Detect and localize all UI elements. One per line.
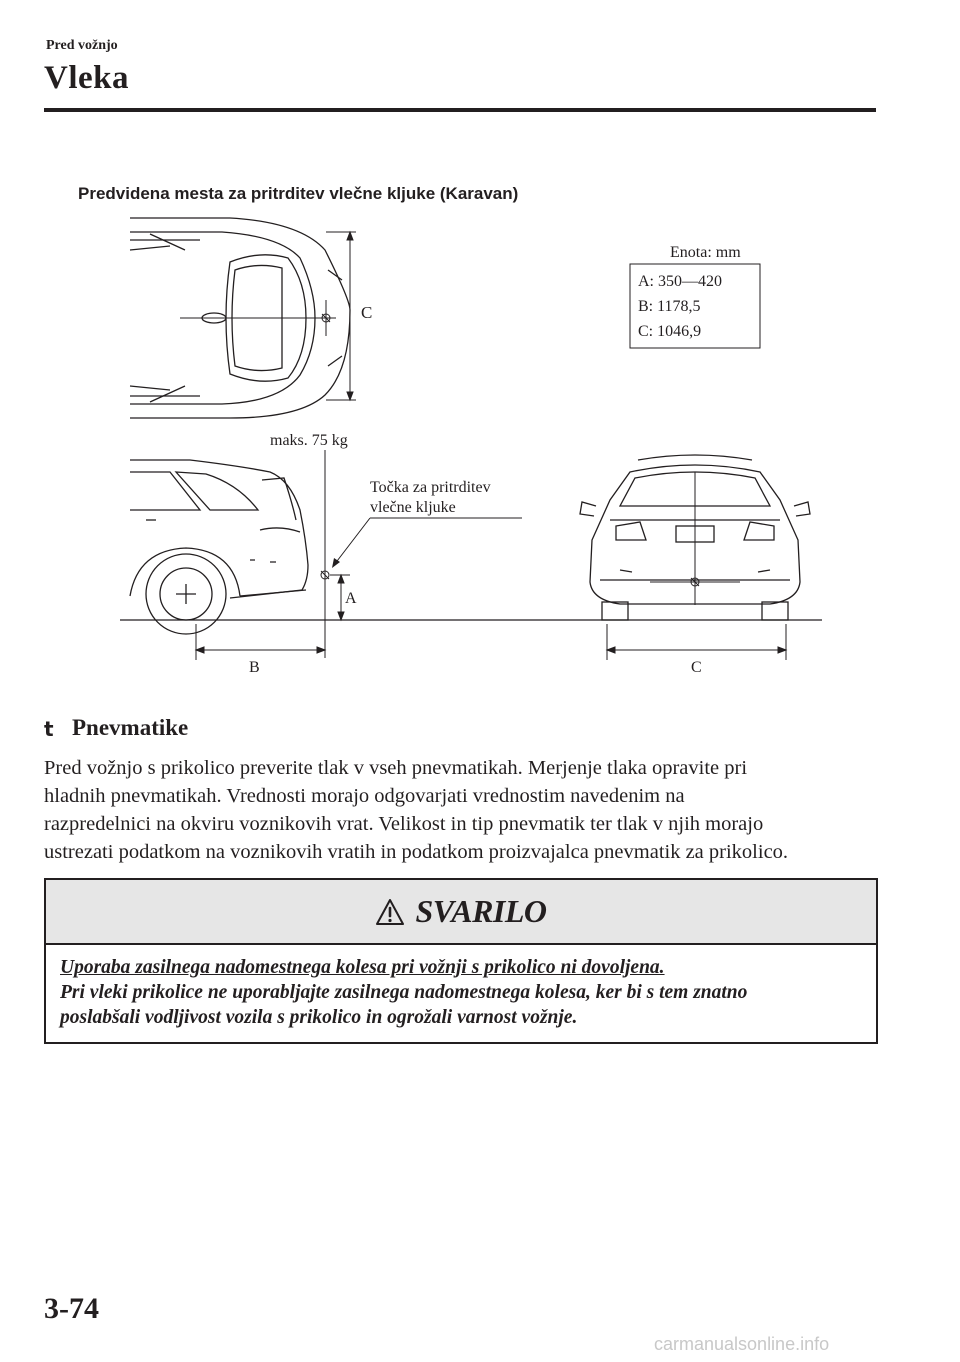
warning-box xyxy=(44,878,878,1044)
warning-triangle-icon xyxy=(375,898,405,926)
tires-paragraph xyxy=(44,754,894,866)
dimension-b-value: B: 1178,5 xyxy=(638,298,701,315)
dimension-b-label: B xyxy=(249,659,260,676)
warning-title: SVARILO xyxy=(415,893,547,929)
hitch-point-label-line1: Točka za pritrditev xyxy=(370,479,491,496)
max-load-label: maks. 75 kg xyxy=(270,432,348,449)
dimension-c-top xyxy=(326,232,356,400)
section-heading: Pnevmatike xyxy=(72,715,189,740)
paragraph-line: Pred vožnjo s prikolico preverite tlak v vseh pnevmatikah. Merjenje tlaka opravite pri xyxy=(44,757,748,779)
section-label: Pred vožnjo xyxy=(46,38,118,53)
watermark: carmanualsonline.info xyxy=(654,1334,830,1354)
paragraph-line: razpredelnici na okviru voznikovih vrat. Velikost in tip pnevmatik ter tlak v njih morajo xyxy=(44,813,764,835)
car-side-view xyxy=(130,460,308,634)
hitch-leader-diagonal xyxy=(334,518,370,565)
unit-label: Enota: mm xyxy=(670,244,741,261)
page-title: Vleka xyxy=(44,60,129,96)
dimension-b xyxy=(196,624,325,660)
page-number: 3-74 xyxy=(44,1292,99,1325)
hitch-side-marker xyxy=(321,450,329,658)
hitch-top-marker xyxy=(180,300,336,336)
dimension-c-top-label: C xyxy=(361,303,373,322)
dimension-c-rear xyxy=(607,624,786,660)
dimension-a-value: A: 350—420 xyxy=(638,273,722,290)
paragraph-line: hladnih pnevmatikah. Vrednosti morajo odgovarjati vrednostim navedenim na xyxy=(44,785,685,807)
title-rule xyxy=(44,108,876,112)
dimension-a-label: A xyxy=(345,590,357,607)
dimension-c-rear-label: C xyxy=(691,659,702,676)
hitch-point-label-line2: vlečne kljuke xyxy=(370,499,456,516)
paragraph-line: ustrezati podatkom na voznikovih vratih in podatkom proizvajalca pnevmatik za prikolico. xyxy=(44,841,789,863)
warning-body xyxy=(46,945,876,1030)
dimension-c-value: C: 1046,9 xyxy=(638,323,702,340)
diagram-caption: Predvidena mesta za pritrditev vlečne kljuke (Karavan) xyxy=(78,184,519,203)
warning-line: Pri vleki prikolice ne uporabljajte zasilnega nadomestnega kolesa, ker bi s tem znatno xyxy=(60,982,748,1003)
section-bullet: t xyxy=(44,717,54,741)
hitch-rear-marker xyxy=(650,472,740,605)
towing-hitch-diagram xyxy=(110,210,830,690)
warning-line: poslabšali vodljivost vozila s prikolico in ogrožali varnost vožnje. xyxy=(60,1007,578,1028)
warning-lead: Uporaba zasilnega nadomestnega kolesa pri vožnji s prikolico ni dovoljena. xyxy=(60,957,665,978)
warning-header xyxy=(46,880,876,945)
